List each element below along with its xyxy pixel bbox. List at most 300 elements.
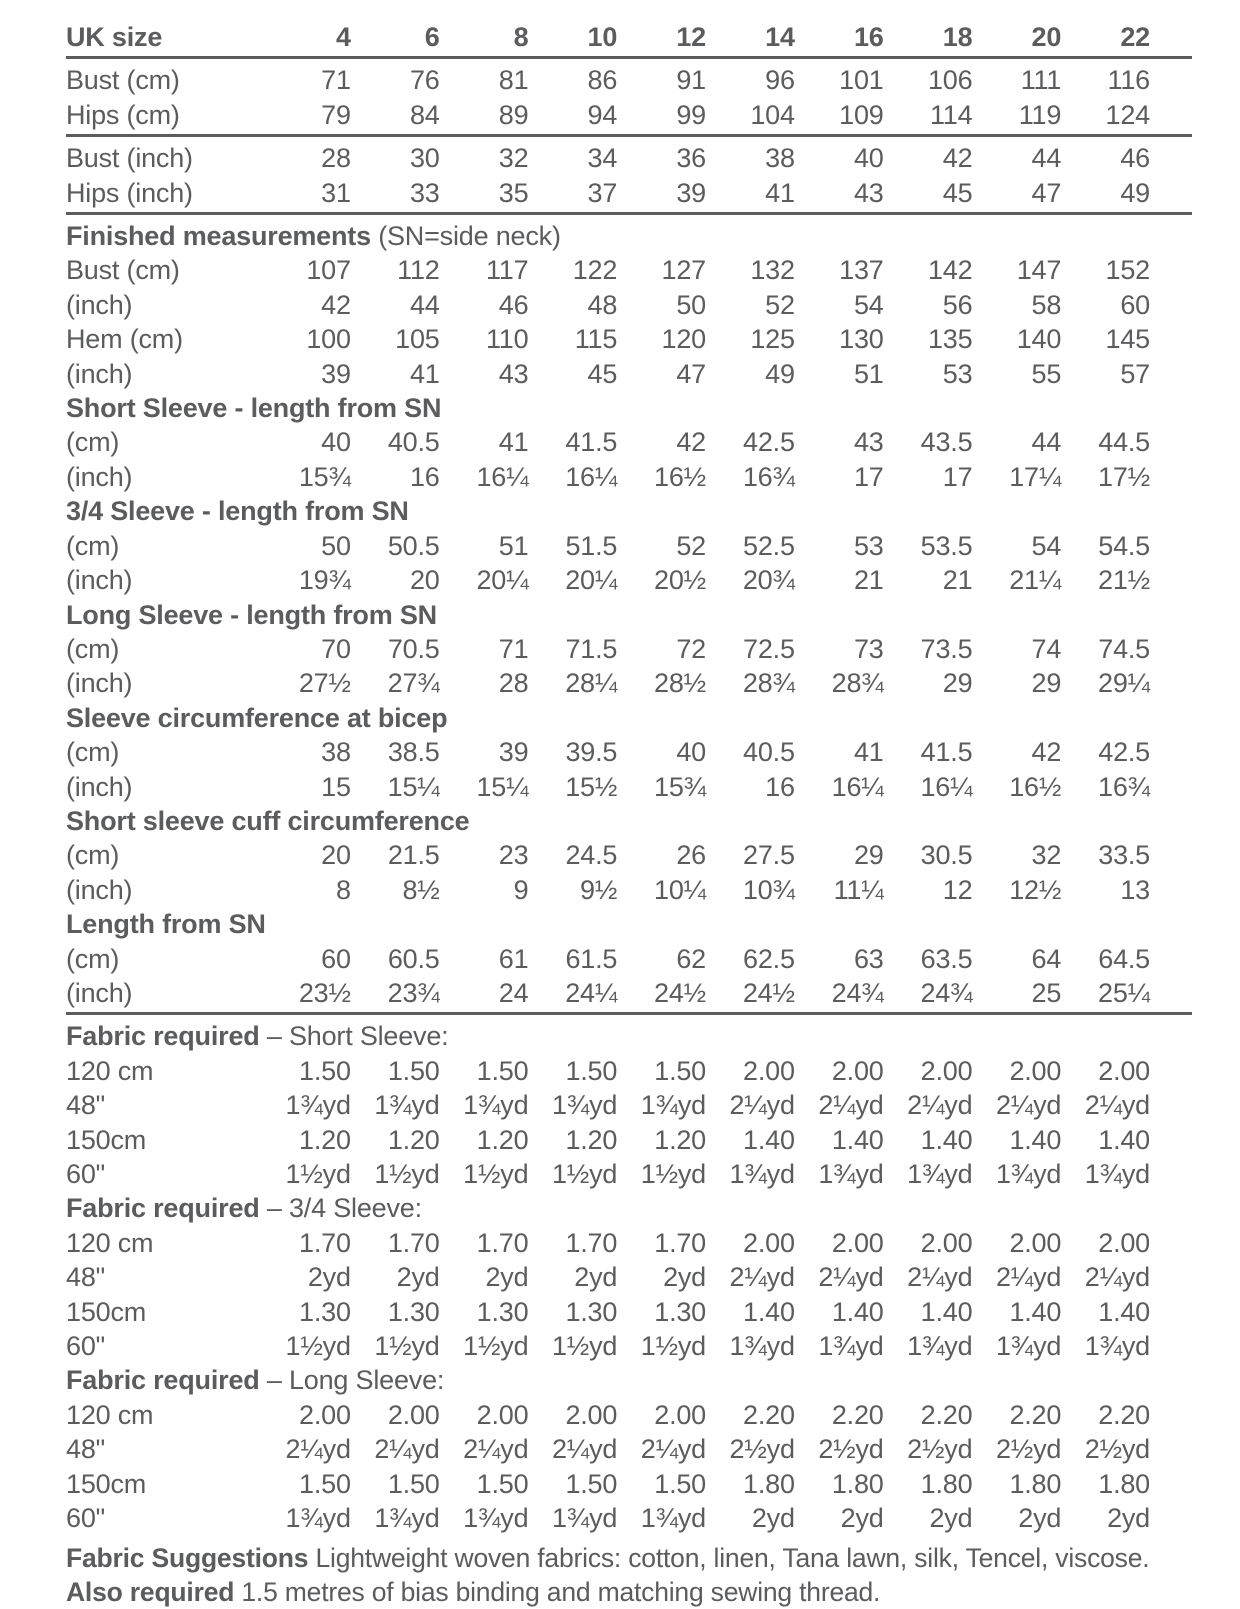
table-row [66,873,1192,907]
table-cell: 2.00 [565,1399,618,1430]
table-row [66,1329,1192,1363]
table-cell: 1.50 [387,1468,440,1499]
table-cell: 18 [942,22,973,52]
table-cell: 101 [839,65,884,96]
section-header-bold: Long Sleeve - length from SN [66,599,437,630]
table-cell: 1½yd [551,1159,618,1189]
table-cell: 64.5 [1098,943,1150,974]
table-cell: 38 [321,737,351,768]
table-cell: 21 [942,565,973,596]
table-cell: 99 [676,99,706,130]
table-cell: 46 [498,289,529,320]
row-label: (cm) [66,530,120,561]
table-cell: 37 [587,177,618,208]
table-row [66,838,1192,872]
row-label: UK size [66,22,163,52]
table-cell: 16¾ [1098,771,1150,802]
table-cell: 54 [1031,530,1062,561]
table-cell: 1.70 [654,1227,706,1258]
table-cell: 41 [765,177,795,208]
table-cell: 2.00 [920,1227,973,1258]
table-cell: 2¼yd [995,1262,1062,1293]
table-cell: 1.40 [743,1124,795,1155]
table-cell: 70.5 [387,633,440,664]
table-row [66,529,1192,563]
table-cell: 48 [587,289,618,320]
section-header [66,804,1192,838]
table-cell: 127 [661,255,706,286]
row-label: Hips (inch) [66,177,193,208]
table-cell: 41 [409,358,440,389]
table-cell: 104 [750,99,795,130]
row-label: (cm) [66,633,120,664]
table-row [66,1054,1192,1088]
table-cell: 21 [853,565,884,596]
table-cell: 4 [335,22,351,52]
table-cell: 8 [335,874,351,905]
table-cell: 70 [321,633,351,664]
row-label: 150cm [66,1468,147,1499]
table-cell: 56 [942,289,973,320]
table-cell: 23½ [298,977,351,1008]
table-cell: 33.5 [1098,840,1150,871]
size-table [66,20,1192,1535]
table-cell: 16¾ [742,461,795,492]
table-cell: 81 [498,65,529,96]
table-cell: 130 [839,324,884,355]
row-label: 60" [66,1331,106,1362]
table-cell: 1.70 [565,1227,618,1258]
table-cell: 1.50 [476,1468,529,1499]
table-cell: 1.50 [565,1468,618,1499]
table-cell: 40 [321,427,351,458]
section-header-bold: Length from SN [66,909,266,940]
table-cell: 49 [765,358,795,389]
table-cell: 1¾yd [463,1090,529,1121]
table-cell: 2yd [929,1503,973,1534]
table-cell: 42 [676,427,706,458]
table-cell: 26 [676,840,706,871]
table-cell: 72 [676,633,706,664]
table-cell: 2½yd [995,1434,1062,1465]
table-cell: 120 [661,324,706,355]
table-cell: 60 [1120,289,1150,320]
row-label: 48" [66,1090,106,1121]
table-cell: 2yd [840,1503,884,1534]
row-label: (cm) [66,427,120,458]
table-cell: 71 [321,65,351,96]
table-cell: 1.20 [299,1124,351,1155]
table-cell: 71 [498,633,529,664]
divider-rule [66,134,1192,137]
table-cell: 1¾yd [374,1090,440,1121]
table-cell: 1¾yd [729,1159,795,1189]
section-header-bold: Fabric required [66,1193,260,1224]
table-cell: 2.00 [299,1399,351,1430]
table-cell: 94 [587,99,618,130]
table-cell: 55 [1031,358,1062,389]
table-cell: 29 [1031,668,1062,699]
row-label: (cm) [66,943,120,974]
table-cell: 38 [765,143,795,174]
table-cell: 1.70 [387,1227,440,1258]
table-cell: 8½ [402,874,440,905]
table-row [66,632,1192,666]
section-header [66,219,1192,253]
table-cell: 124 [1105,99,1150,130]
row-label: 150cm [66,1296,147,1327]
section-header-normal: – Short Sleeve: [259,1021,449,1052]
table-cell: 24½ [742,977,795,1008]
table-cell: 51.5 [565,530,618,561]
table-cell: 41.5 [920,737,973,768]
table-cell: 16 [765,771,795,802]
table-cell: 12 [942,874,973,905]
row-label: (cm) [66,840,120,871]
table-cell: 34 [587,143,618,174]
table-cell: 50.5 [387,530,440,561]
table-cell: 1.80 [1098,1468,1150,1499]
table-cell: 62 [676,943,706,974]
table-row [66,253,1192,287]
table-cell: 52.5 [743,530,795,561]
table-cell: 2.00 [743,1055,795,1086]
table-cell: 32 [1031,840,1062,871]
table-cell: 147 [1016,255,1062,286]
table-cell: 43 [498,358,529,389]
fabric-suggestions-heading: Fabric Suggestions [66,1543,309,1574]
table-cell: 116 [1107,65,1150,96]
table-cell: 40.5 [743,737,795,768]
table-cell: 20¼ [565,565,618,596]
table-cell: 1.50 [476,1055,529,1086]
row-label: (inch) [66,977,133,1008]
table-cell: 43.5 [920,427,973,458]
table-cell: 1¾yd [818,1331,884,1362]
table-cell: 2½yd [1084,1434,1150,1465]
table-cell: 60.5 [387,943,440,974]
fabric-suggestions-paragraph [66,1542,1192,1609]
table-cell: 74 [1031,633,1062,664]
table-cell: 2.00 [831,1055,884,1086]
table-cell: 1¾yd [818,1159,884,1189]
table-row [66,976,1192,1010]
table-row [66,176,1192,210]
row-label: Hips (cm) [66,99,180,130]
table-cell: 2yd [574,1262,618,1293]
table-cell: 29 [942,668,973,699]
table-cell: 17¼ [1009,461,1062,492]
table-cell: 15¼ [387,771,440,802]
table-cell: 63.5 [920,943,973,974]
table-cell: 41 [853,737,884,768]
table-cell: 1.40 [1098,1124,1150,1155]
table-cell: 100 [306,324,351,355]
table-row [66,141,1192,175]
table-cell: 16¼ [476,461,529,492]
table-cell: 42 [321,289,351,320]
table-row [66,1501,1192,1535]
table-row [66,357,1192,391]
table-row [66,1226,1192,1260]
table-row [66,1295,1192,1329]
table-cell: 1¾yd [640,1503,706,1534]
table-cell: 24¼ [565,977,618,1008]
row-label: (cm) [66,737,120,768]
table-cell: 12 [676,22,706,52]
table-cell: 11¼ [833,874,884,905]
table-cell: 1½yd [551,1331,618,1362]
table-cell: 132 [750,255,795,286]
section-header [66,598,1192,632]
table-cell: 44.5 [1098,427,1150,458]
table-row [66,322,1192,356]
table-cell: 44 [409,289,440,320]
table-cell: 1.50 [654,1055,706,1086]
table-row [66,770,1192,804]
table-cell: 2.20 [920,1399,973,1430]
table-cell: 1.20 [654,1124,706,1155]
table-cell: 35 [498,177,529,208]
table-cell: 64 [1031,943,1062,974]
table-cell: 27¾ [387,668,440,699]
table-cell: 1¾yd [285,1503,351,1534]
table-cell: 20¼ [476,565,529,596]
table-cell: 28½ [654,668,706,699]
table-cell: 17 [853,461,884,492]
table-cell: 2¼yd [285,1434,351,1465]
table-cell: 8 [513,22,529,52]
table-cell: 42.5 [743,427,795,458]
table-cell: 39.5 [565,737,618,768]
table-cell: 2.00 [1009,1227,1062,1258]
also-required-heading: Also required [66,1576,235,1607]
table-cell: 1.40 [1009,1296,1062,1327]
table-cell: 1¾yd [729,1331,795,1362]
table-cell: 30 [409,143,440,174]
section-header-normal: (SN=side neck) [370,221,561,252]
table-cell: 1.70 [299,1227,351,1258]
table-cell: 1.40 [1009,1124,1062,1155]
table-cell: 1½yd [285,1331,351,1362]
table-cell: 24 [498,977,529,1008]
table-cell: 2.00 [743,1227,795,1258]
divider-rule [66,1012,1192,1015]
row-label: (inch) [66,565,133,596]
section-header-bold: Sleeve circumference at bicep [66,702,448,733]
table-cell: 2¼yd [640,1434,706,1465]
table-cell: 96 [765,65,795,96]
table-cell: 76 [409,65,440,96]
table-cell: 20½ [654,565,706,596]
row-label: Bust (cm) [66,65,180,96]
table-cell: 24.5 [565,840,618,871]
table-cell: 1.30 [476,1296,529,1327]
table-row [66,666,1192,700]
table-row [66,1123,1192,1157]
table-cell: 1.40 [831,1296,884,1327]
table-cell: 152 [1105,255,1150,286]
table-cell: 21½ [1098,565,1150,596]
table-cell: 72.5 [743,633,795,664]
table-cell: 2.20 [1098,1399,1150,1430]
table-cell: 1.40 [831,1124,884,1155]
table-cell: 1¾yd [907,1331,973,1362]
section-header-bold: Short sleeve cuff circumference [66,805,470,836]
table-cell: 16 [409,461,440,492]
table-cell: 1.40 [1098,1296,1150,1327]
row-label: 48" [66,1434,106,1465]
table-row [66,942,1192,976]
table-cell: 106 [927,65,973,96]
section-header [66,1363,1192,1397]
table-cell: 43 [853,427,884,458]
table-cell: 2¼yd [729,1090,795,1121]
table-cell: 73 [853,633,884,664]
table-cell: 111 [1020,65,1062,96]
table-cell: 1½yd [640,1331,706,1362]
table-cell: 109 [839,99,884,130]
table-cell: 16½ [1009,771,1062,802]
table-cell: 39 [498,737,529,768]
table-cell: 1.20 [565,1124,618,1155]
table-cell: 73.5 [920,633,973,664]
table-cell: 71.5 [565,633,618,664]
table-row [66,1467,1192,1501]
table-cell: 114 [929,99,973,130]
table-cell: 51 [853,358,884,389]
table-cell: 20¾ [742,565,795,596]
table-cell: 1.50 [654,1468,706,1499]
section-header [66,907,1192,941]
section-header-bold: Fabric required [66,1365,260,1396]
table-cell: 10¾ [742,874,795,905]
table-cell: 91 [676,65,706,96]
table-cell: 54 [853,289,884,320]
table-cell: 9 [513,874,529,905]
table-row [66,98,1192,132]
table-row [66,460,1192,494]
table-cell: 29 [853,840,884,871]
table-cell: 19¾ [298,565,351,596]
table-cell: 30.5 [920,840,973,871]
row-label: Bust (cm) [66,255,180,286]
table-row [66,425,1192,459]
table-cell: 45 [587,358,618,389]
table-cell: 15 [321,771,351,802]
table-cell: 2¼yd [995,1090,1062,1121]
table-cell: 2.00 [831,1227,884,1258]
table-cell: 1¾yd [995,1331,1062,1362]
table-cell: 61 [498,943,529,974]
table-cell: 2.20 [1009,1399,1062,1430]
table-cell: 2yd [396,1262,440,1293]
section-header [66,701,1192,735]
table-cell: 2.00 [654,1399,706,1430]
section-header-normal: – Long Sleeve: [259,1365,445,1396]
table-cell: 52 [676,530,706,561]
table-cell: 2yd [1018,1503,1062,1534]
table-cell: 50 [321,530,351,561]
table-cell: 2yd [751,1503,795,1534]
table-cell: 40 [676,737,706,768]
row-label: 150cm [66,1124,147,1155]
table-cell: 1.50 [299,1468,351,1499]
table-cell: 15¾ [654,771,706,802]
divider-rule [66,212,1192,215]
row-label: (inch) [66,771,133,802]
table-cell: 9½ [580,874,618,905]
table-cell: 24½ [654,977,706,1008]
table-cell: 24¾ [831,977,884,1008]
size-header-row [66,20,1192,54]
table-cell: 1.80 [743,1468,795,1499]
table-cell: 1¾yd [995,1159,1062,1189]
table-cell: 2¼yd [818,1262,884,1293]
table-cell: 2.00 [920,1055,973,1086]
table-cell: 2¼yd [374,1434,440,1465]
table-cell: 33 [409,177,440,208]
table-cell: 21¼ [1009,565,1062,596]
table-cell: 2yd [1107,1503,1150,1534]
table-cell: 10¼ [654,874,706,905]
row-label: (inch) [66,358,133,389]
table-row [66,735,1192,769]
table-cell: 28¼ [565,668,618,699]
table-cell: 14 [765,22,795,52]
table-cell: 1.30 [387,1296,440,1327]
table-cell: 28 [321,143,351,174]
table-cell: 1¾yd [907,1159,973,1189]
table-cell: 2.00 [1009,1055,1062,1086]
table-cell: 17 [942,461,973,492]
table-cell: 2yd [307,1262,351,1293]
table-cell: 24¾ [920,977,973,1008]
table-cell: 89 [498,99,529,130]
table-cell: 1¾yd [374,1503,440,1534]
table-cell: 20 [321,840,351,871]
table-row [66,63,1192,97]
table-cell: 2¼yd [907,1262,973,1293]
table-cell: 43 [853,177,884,208]
table-cell: 1.50 [565,1055,618,1086]
table-cell: 22 [1120,22,1150,52]
table-cell: 6 [424,22,440,52]
table-row [66,1432,1192,1466]
table-row [66,288,1192,322]
table-cell: 1.40 [920,1296,973,1327]
table-cell: 16 [853,22,884,52]
table-row [66,1398,1192,1432]
table-cell: 47 [1031,177,1062,208]
section-header [66,1019,1192,1053]
table-cell: 46 [1120,143,1150,174]
table-cell: 39 [676,177,706,208]
table-cell: 1.80 [920,1468,973,1499]
table-cell: 1.30 [565,1296,618,1327]
table-cell: 16¼ [920,771,973,802]
table-cell: 54.5 [1098,530,1150,561]
table-cell: 86 [587,65,618,96]
table-cell: 47 [676,358,706,389]
table-cell: 2yd [485,1262,529,1293]
table-cell: 45 [942,177,973,208]
table-cell: 15¾ [298,461,351,492]
table-cell: 13 [1120,874,1150,905]
table-cell: 1½yd [374,1331,440,1362]
table-cell: 1½yd [285,1159,351,1189]
table-cell: 2¼yd [551,1434,618,1465]
